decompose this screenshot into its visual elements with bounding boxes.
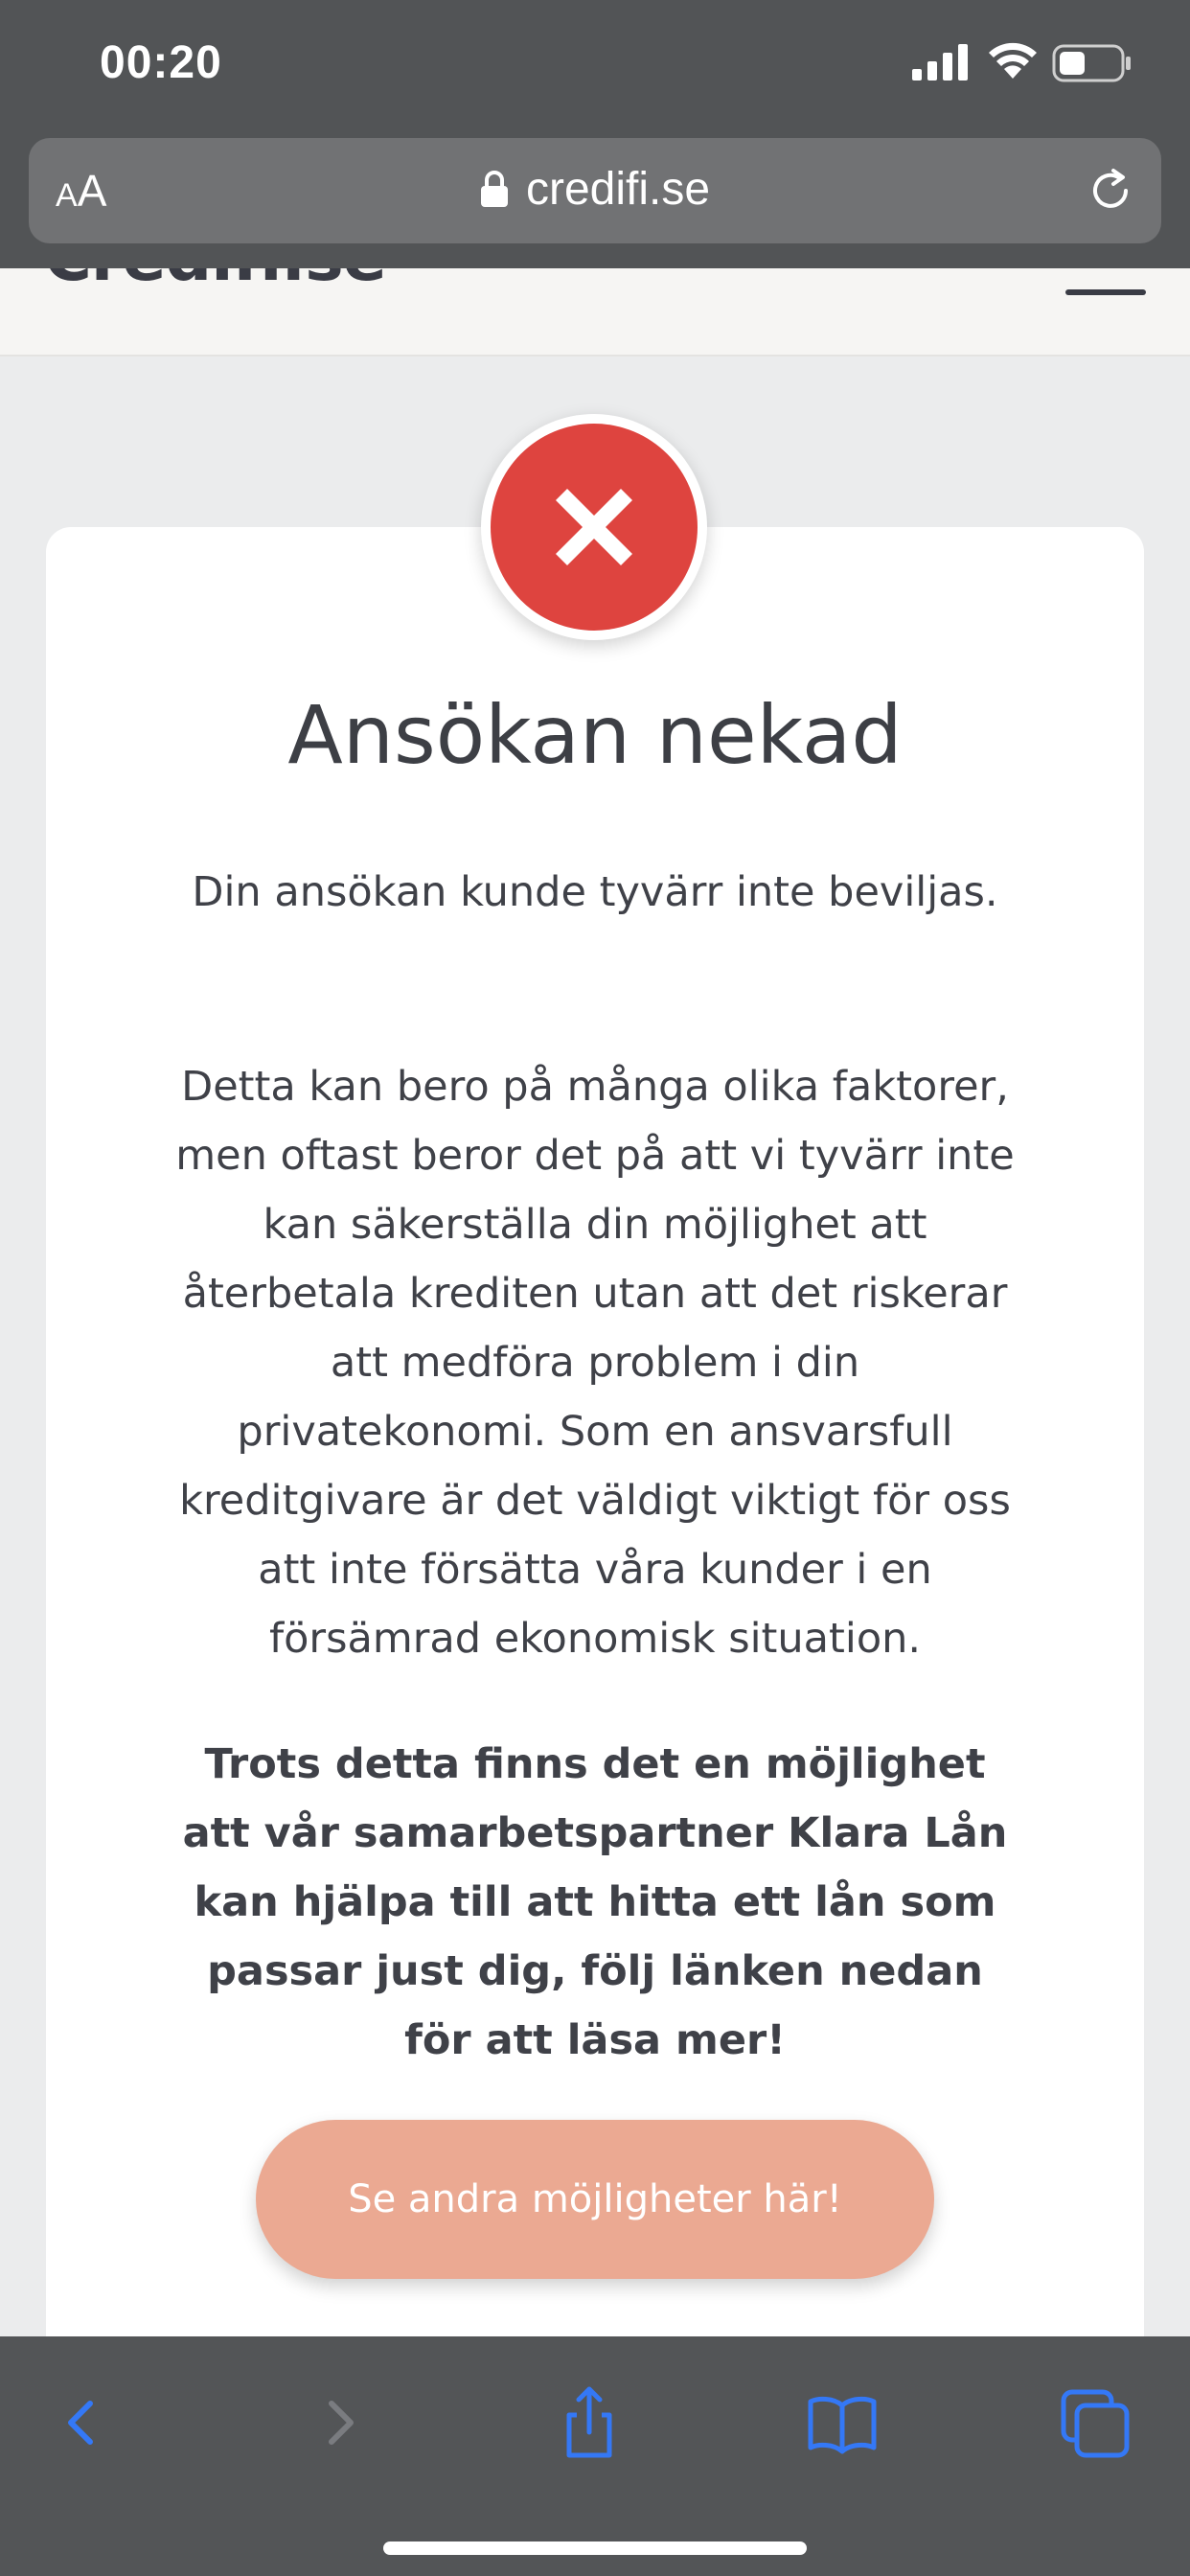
error-badge xyxy=(481,414,707,640)
denial-explanation: Detta kan bero på många olika faktorer, men oftast beror det på att vi tyvärr inte kan säkerställa din möjlighet att återbetala krediten utan att det riskerar att medföra problem i din privatekonomi. Som en ansvarsfull kreditgivare är det väldigt viktigt för oss att inte försätta våra kunder i en försämrad ekonomisk situation. xyxy=(175,1063,1015,1663)
battery-icon xyxy=(1052,44,1133,82)
close-icon xyxy=(546,479,642,575)
address-bar[interactable] xyxy=(29,138,1161,243)
browser-toolbar xyxy=(0,2336,1190,2576)
lock-icon xyxy=(480,170,509,208)
error-circle xyxy=(491,424,698,631)
other-options-button[interactable]: Se andra möjligheter här! xyxy=(256,2120,934,2279)
wifi-icon xyxy=(987,40,1039,80)
signal-icon xyxy=(912,44,968,80)
page-title: Ansökan nekad xyxy=(287,688,903,782)
partner-message: Trots detta finns det en möjlighet att vår samarbetspartner Klara Lån kan hjälpa till att hitta ett lån som passar just dig, följ länken nedan för att läsa mer! xyxy=(182,1740,1008,2064)
home-indicator xyxy=(383,2542,807,2555)
denial-message: Din ansökan kunde tyvärr inte beviljas. xyxy=(192,868,998,916)
forward-icon[interactable] xyxy=(297,2379,383,2465)
back-icon[interactable] xyxy=(38,2379,125,2465)
url-display[interactable] xyxy=(29,163,1161,216)
bookmarks-icon[interactable] xyxy=(799,2379,885,2465)
status-time: 00:20 xyxy=(100,37,222,88)
share-icon[interactable] xyxy=(546,2379,632,2465)
tabs-icon[interactable] xyxy=(1052,2379,1138,2465)
browser-top-chrome xyxy=(0,0,1190,268)
url-text: credifi.se xyxy=(525,164,711,215)
reload-icon[interactable] xyxy=(1085,165,1136,217)
reader-options-button[interactable]: AA xyxy=(56,166,107,216)
